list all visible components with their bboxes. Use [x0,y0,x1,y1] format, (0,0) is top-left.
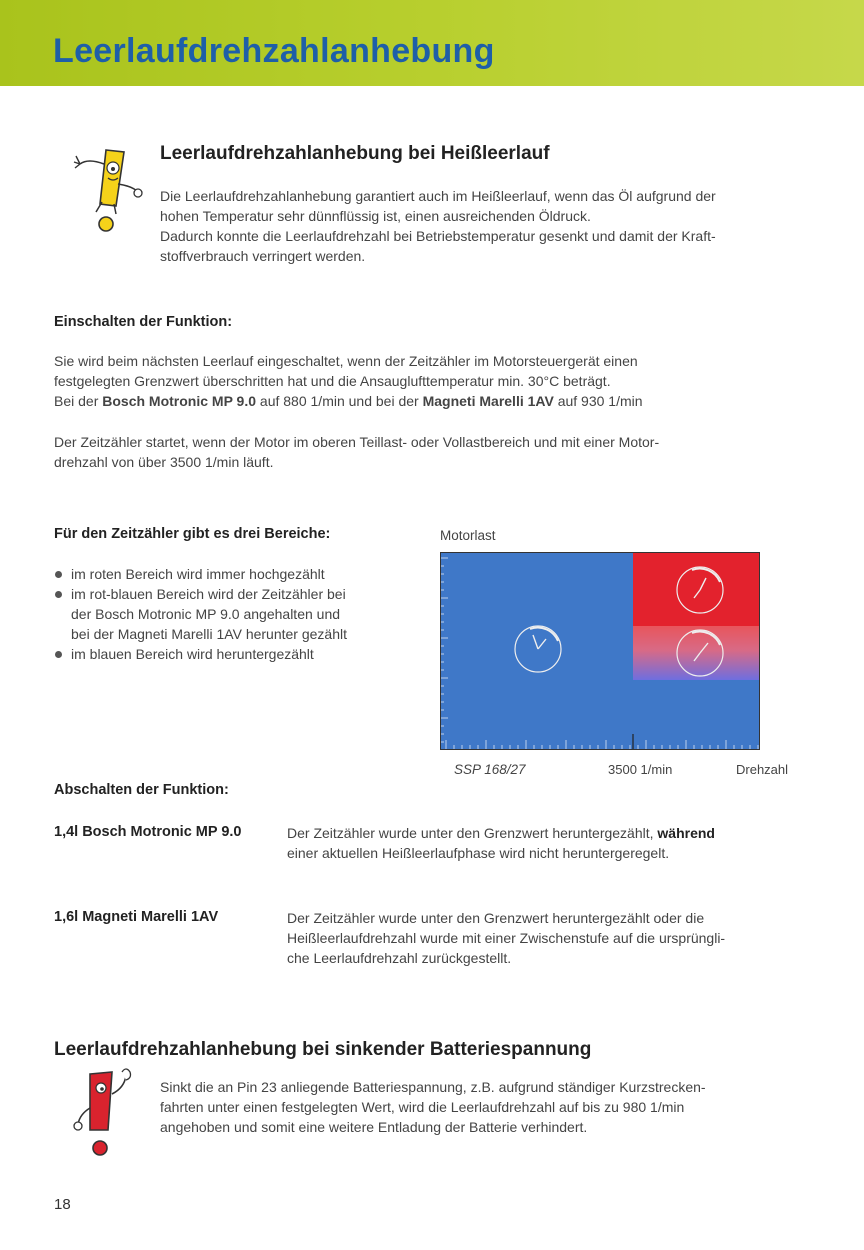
einschalten-line: drehzahl von über 3500 1/min läuft. [54,454,274,470]
text-segment: auf 880 1/min und bei der [256,393,423,409]
load-speed-diagram [440,552,760,750]
section1-heading: Leerlaufdrehzahlanhebung bei Heißleerlauf [160,143,550,164]
section1-line: Die Leerlaufdrehzahlanhebung garantiert auch im Heißleerlauf, wenn das Öl aufgrund der [160,188,716,204]
list-item: im roten Bereich wird immer hochgezählt [54,564,414,584]
marelli-bold: Magneti Marelli 1AV [422,393,554,409]
section2-heading: Leerlaufdrehzahlanhebung bei sinkender Batteriespannung [54,1039,592,1060]
list-item-line: bei der Magneti Marelli 1AV herunter gezählt [71,626,348,642]
text-segment: Bei der [54,393,103,409]
list-item: im blauen Bereich wird heruntergezählt [54,644,414,664]
red-exclamation-mascot-icon [68,1064,140,1160]
bosch-label: 1,4l Bosch Motronic MP 9.0 [54,824,242,840]
marelli-line: Heißleerlaufdrehzahl wurde mit einer Zwischenstufe auf die ursprüngli- [287,930,726,946]
einschalten-paragraph2 [54,432,814,472]
section2-line: Sinkt die an Pin 23 anliegende Batteriespannung, z.B. aufgrund ständiger Kurzstrecken- [160,1079,706,1095]
red-blue-area [633,626,760,680]
list-item-line: im rot-blauen Bereich wird der Zeitzähler bei [71,586,346,602]
bereiche-heading: Für den Zeitzähler gibt es drei Bereiche: [54,526,331,542]
threshold-label: 3500 1/min [608,762,673,777]
bosch-bold: Bosch Motronic MP 9.0 [102,393,257,409]
section1-line: Dadurch konnte die Leerlaufdrehzahl bei Betriebstemperatur gesenkt und damit der Kraft- [160,228,716,244]
page-number: 18 [54,1196,71,1213]
bosch-line: einer aktuellen Heißleerlaufphase wird nicht heruntergeregelt. [287,845,670,861]
ssp-label: SSP 168/27 [454,762,526,777]
page-title: Leerlaufdrehzahlanhebung [53,32,495,70]
list-item-line: der Bosch Motronic MP 9.0 angehalten und [71,606,341,622]
bosch-line [287,823,817,843]
section1-line: stoffverbrauch verringert werden. [160,248,366,264]
einschalten-line: Der Zeitzähler startet, wenn der Motor im oberen Teillast- oder Vollastbereich und mit einer Motor- [54,434,660,450]
bosch-description [287,823,817,863]
marelli-description [287,908,817,968]
red-area [633,552,760,626]
marelli-line: Der Zeitzähler wurde unter den Grenzwert heruntergezählt oder die [287,910,705,926]
einschalten-line [54,391,814,411]
yellow-exclamation-mascot-icon [66,146,148,236]
abschalten-heading: Abschalten der Funktion: [54,782,229,798]
marelli-label: 1,6l Magneti Marelli 1AV [54,909,219,925]
einschalten-heading: Einschalten der Funktion: [54,314,233,330]
section2-line: angehoben und somit eine weitere Entladung der Batterie verhindert. [160,1119,588,1135]
section1-line: hohen Temperatur sehr dünnflüssig ist, einen ausreichenden Öldruck. [160,208,591,224]
section2-line: fahrten unter einen festgelegten Wert, wird die Leerlaufdrehzahl auf bis zu 980 1/min [160,1099,685,1115]
section1-text [160,186,820,266]
bereiche-list [54,564,414,664]
einschalten-line: festgelegten Grenzwert überschritten hat und die Ansauglufttemperatur min. 30°C beträgt. [54,373,611,389]
einschalten-line: Sie wird beim nächsten Leerlauf eingeschaltet, wenn der Zeitzähler im Motorsteuergerät einen [54,353,638,369]
text-segment: auf 930 1/min [553,393,643,409]
text-segment: Der Zeitzähler wurde unter den Grenzwert heruntergezählt, [287,825,658,841]
einschalten-paragraph1 [54,351,814,411]
chart-xlabel: Drehzahl [736,762,789,777]
waehrend-bold: während [657,825,715,841]
marelli-line: che Leerlaufdrehzahl zurückgestellt. [287,950,512,966]
chart-ylabel: Motorlast [440,528,496,543]
list-item [54,584,414,644]
section2-text [160,1077,820,1137]
